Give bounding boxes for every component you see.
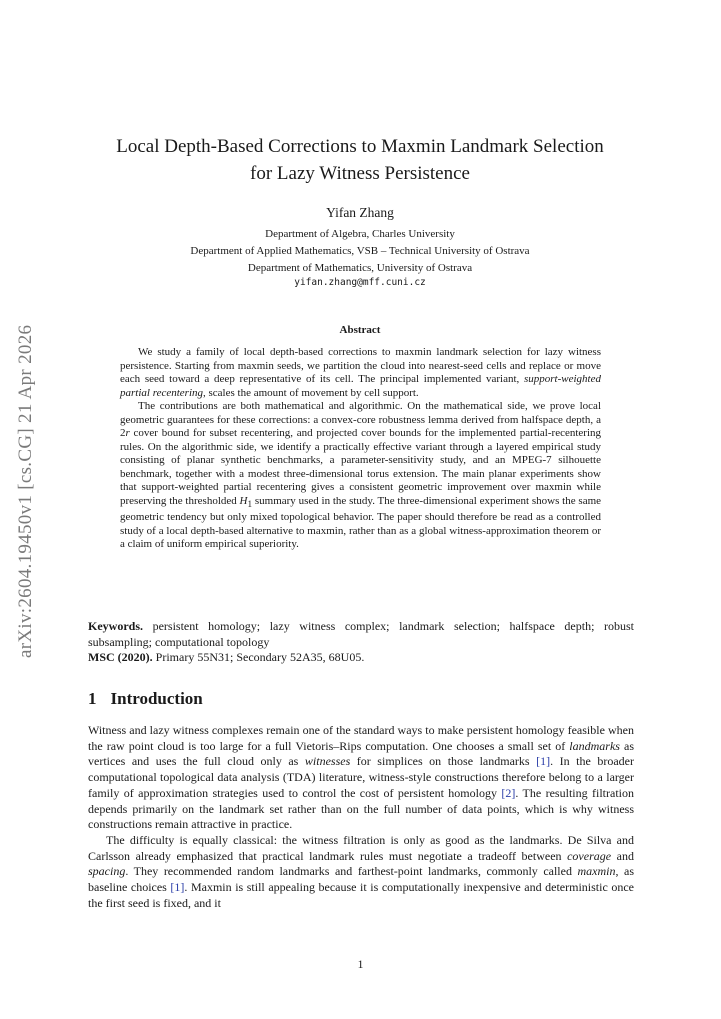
introduction-body <box>88 723 634 911</box>
keywords-text: persistent homology; lazy witness complex; landmark selection; halfspace depth; robust subsampling; computational topology <box>88 619 634 649</box>
section-heading-introduction <box>88 689 203 709</box>
title-line-1: Local Depth-Based Corrections to Maxmin Landmark Selection <box>116 136 604 157</box>
affiliation-2: Department of Applied Mathematics, VSB – Technical University of Ostrava <box>190 245 530 257</box>
section-number: 1 <box>88 689 97 708</box>
citation-link[interactable]: [2] <box>501 785 516 800</box>
abstract-paragraph-1: We study a family of local depth-based corrections to maxmin landmark selection for lazy witness persistence. Starting from maxmin seeds, we partition the cloud into nearest-seed cells and replace or move each seed toward a deep representative of its cell. The principal implemented variant, support-weighted partial recentering, scales the amount of movement by cell support. <box>120 346 601 399</box>
keywords-line <box>88 619 634 650</box>
abstract-heading: Abstract <box>339 324 381 336</box>
section-title: Introduction <box>110 689 203 708</box>
title-line-2: for Lazy Witness Persistence <box>250 163 470 184</box>
page-number: 1 <box>357 957 364 971</box>
arxiv-identifier[interactable]: arXiv:2604.19450v1 [cs.CG] 21 Apr 2026 <box>15 324 36 658</box>
author-name: Yifan Zhang <box>326 205 394 220</box>
abstract-paragraph-2: The contributions are both mathematical and algorithmic. On the mathematical side, we prove local geometric guarantees for these corrections: a convex-core robustness lemma derived from halfspace depth, a 2r cover bound for subset recentering, and projected cover bounds for the implemented partial-recentering rules. On the algorithmic side, we identify a practically effective variant through a layered empirical study consisting of planar synthetic benchmarks, a parameter-sensitivity study, and an MPEG-7 silhouette benchmark, together with a modest three-dimensional torus extension. The main planar experiments show that support-weighted partial recentering gives a consistent geometric improvement over maxmin while preserving the thresholded $H_1$ summary used in the study. The three-dimensional experiment shows the same geometric tendency but only mixed topological behavior. The paper should therefore be read as a controlled study of a local depth-based alternative to maxmin, rather than as a global witness-approximation theorem or a claim of uniform empirical superiority. <box>120 400 602 551</box>
paper-title <box>80 133 640 187</box>
intro-paragraph-1: Witness and lazy witness complexes remain one of the standard ways to make persistent homology feasible when the raw point cloud is too large for a full Vietoris–Rips computation. One chooses a small set of landmarks as vertices and uses the full cloud only as witnesses for simplices on those landmarks [1]. In the broader computational topological data analysis (TDA) literature, witness-style constructions therefore belong to a larger family of approximation strategies used to control the cost of persistent homology [2]. The resulting filtration depends primarily on the landmark set rather than on the full number of data points, which is why witness constructions remain attractive in practice. <box>88 723 634 832</box>
msc-label: MSC (2020). <box>88 650 153 665</box>
citation-link[interactable]: [1] <box>170 880 185 895</box>
msc-line <box>88 650 634 666</box>
abstract-body <box>120 346 601 552</box>
intro-paragraph-2: The difficulty is equally classical: the witness filtration is only as good as the landmarks. De Silva and Carlsson already emphasized that practical landmark rules must negotiate a tradeoff between coverage and spacing. They recommended random landmarks and farthest-point landmarks, commonly called maxmin, as baseline choices [1]. Maxmin is still appealing because it is computationally inexpensive and deterministic once the first seed is fixed, and it <box>88 832 634 910</box>
affiliation-3: Department of Mathematics, University of Ostrava <box>247 262 473 274</box>
author-email[interactable]: yifan.zhang@mff.cuni.cz <box>294 277 426 288</box>
citation-link[interactable]: [1] <box>536 754 551 769</box>
msc-text: Primary 55N31; Secondary 52A35, 68U05. <box>152 650 365 665</box>
keywords-label: Keywords. <box>88 619 143 633</box>
keywords-block <box>88 619 634 666</box>
affiliation-1: Department of Algebra, Charles University <box>265 228 455 240</box>
